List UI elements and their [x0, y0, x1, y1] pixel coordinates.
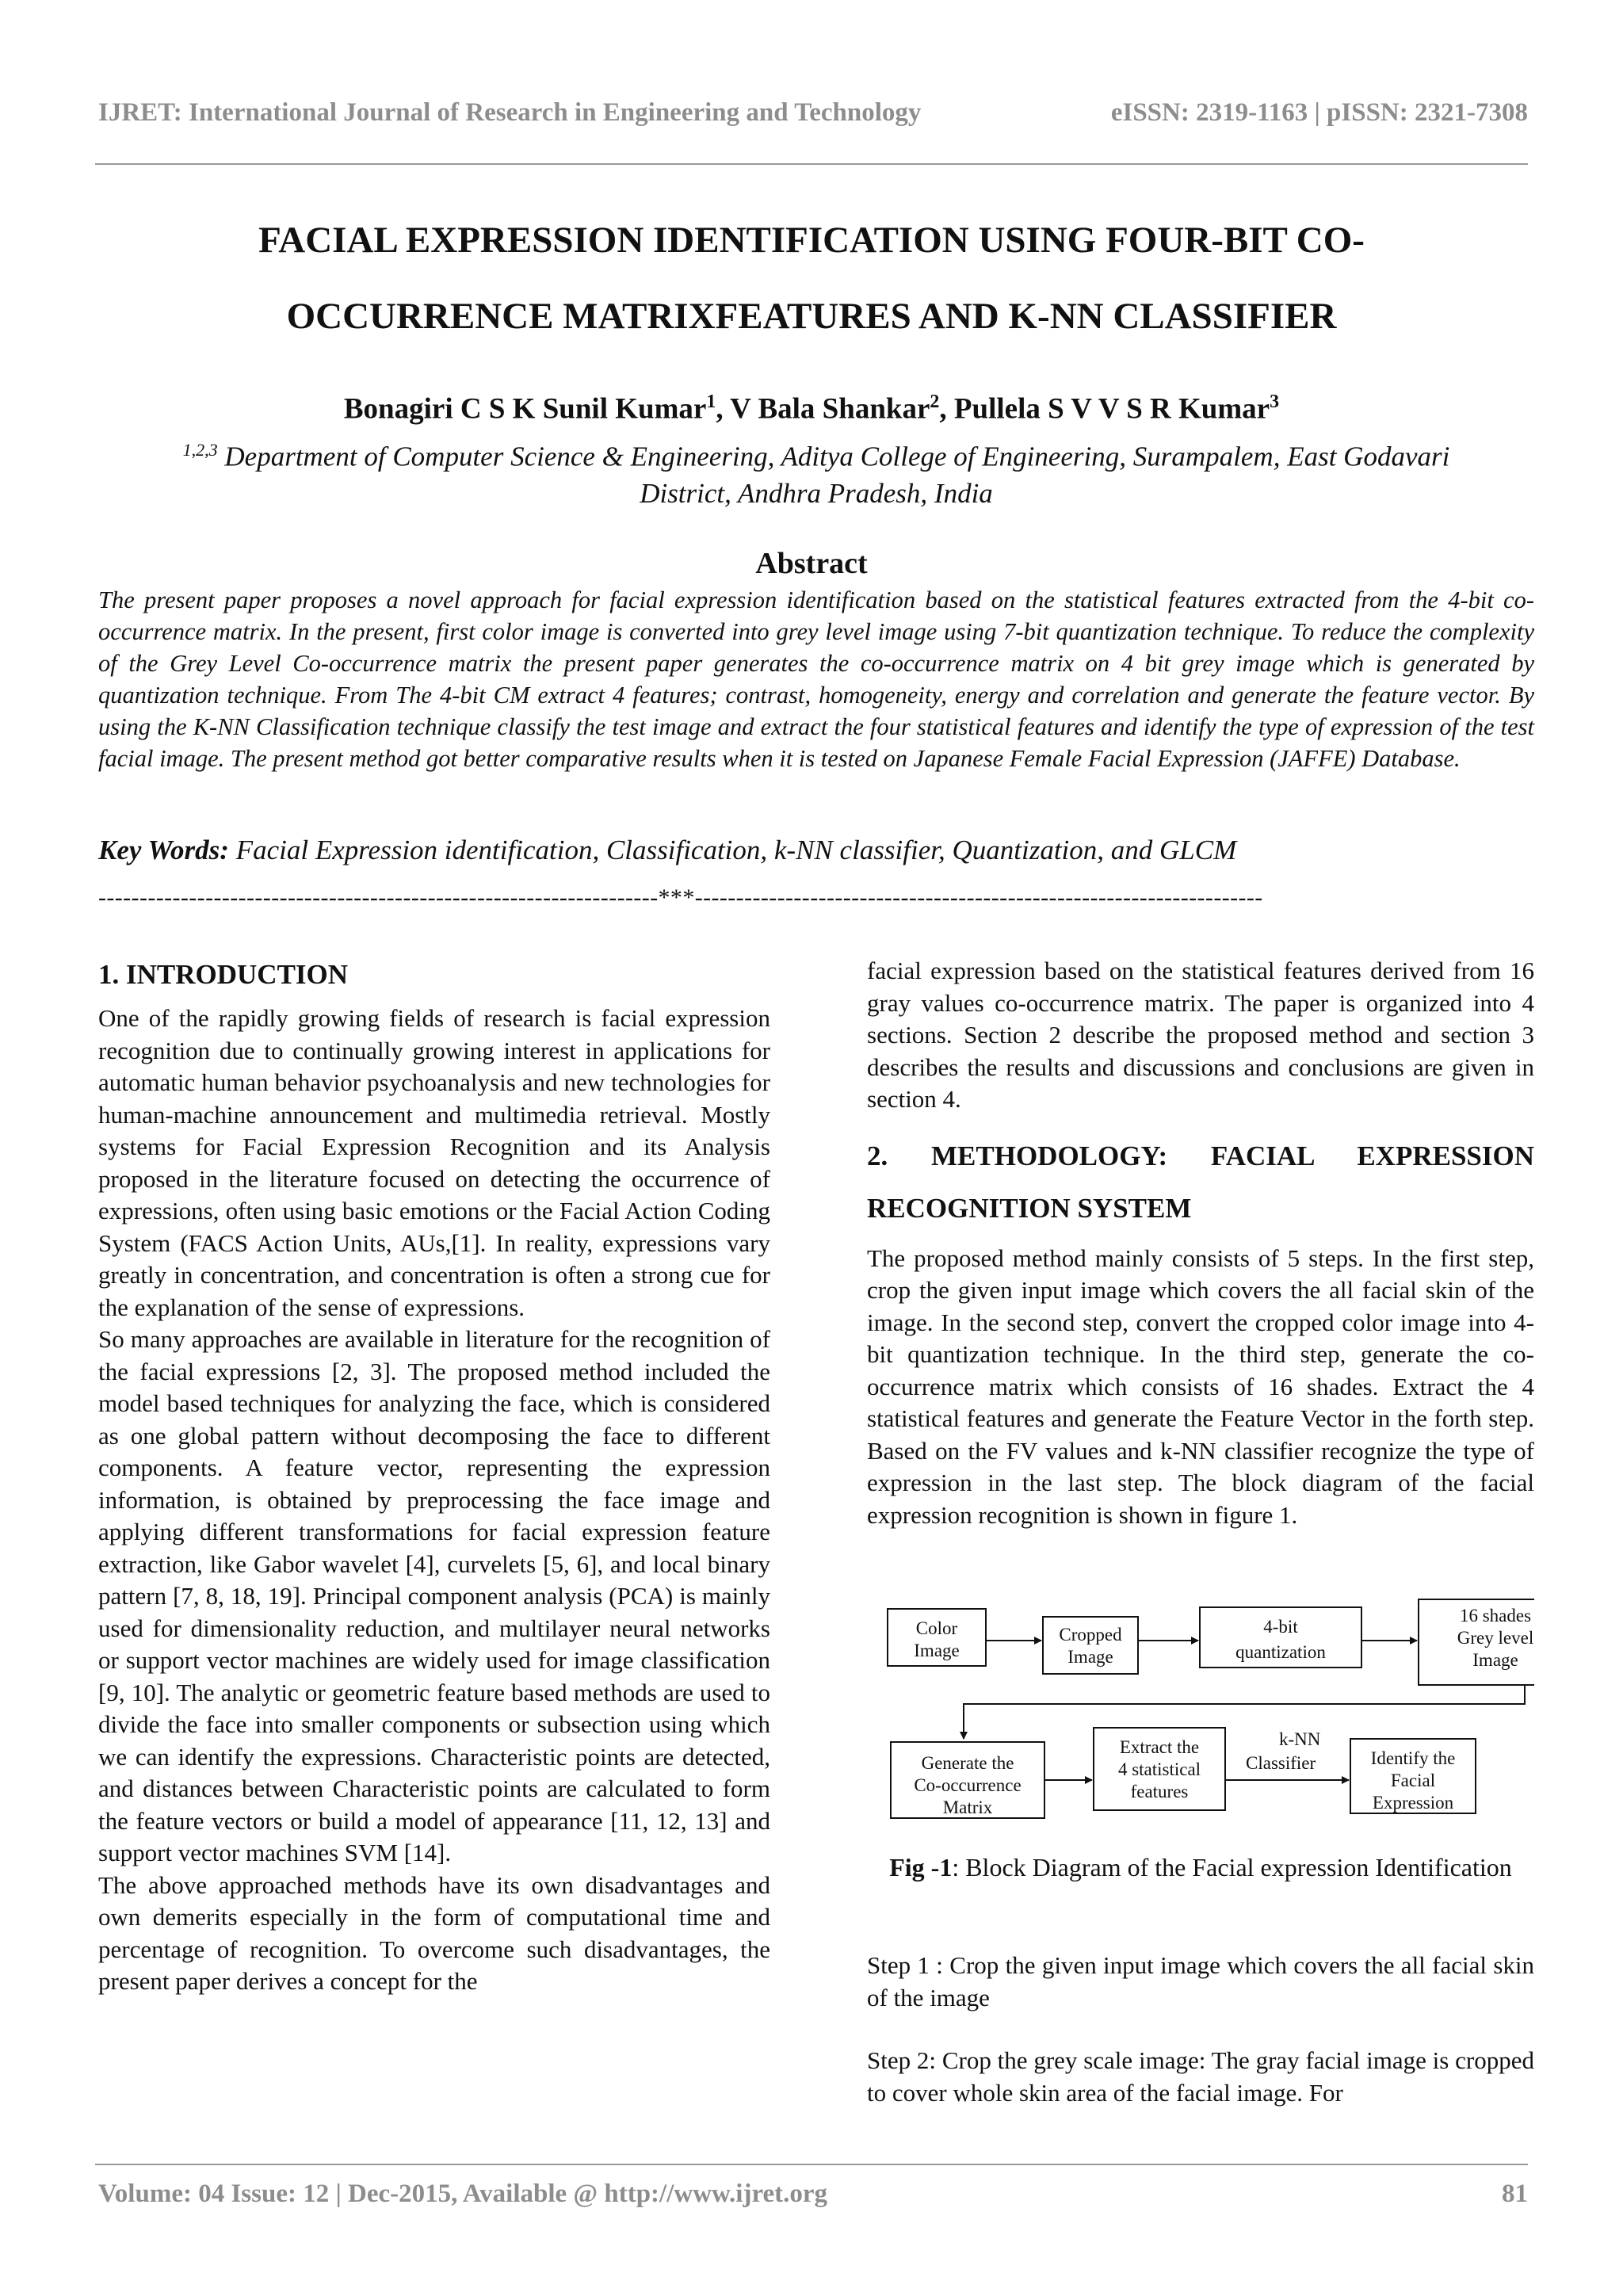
left-column [98, 955, 770, 1998]
author-1-sup: 1 [706, 392, 716, 412]
separator-line: --------------------------------------------------------------------***--------------------------------------------------------------------- [98, 884, 1263, 911]
arrow-4 [964, 1685, 1525, 1739]
author-2: , V Bala Shankar [716, 392, 930, 426]
intro-heading: 1. INTRODUCTION [98, 959, 349, 990]
abstract-heading: Abstract [755, 547, 868, 580]
block-diagram [867, 1585, 1534, 1823]
page-number: 81 [1502, 2179, 1528, 2208]
box6-line3: features [1130, 1782, 1189, 1801]
paper-title [95, 202, 1528, 354]
box2-line1: Cropped [1059, 1625, 1122, 1645]
intro-paragraph-2: So many approaches are available in literature for the recognition of the facial expressions [2, 3]. The proposed method included the model based techniques for analyzing the face, which is considered as one global pattern without decomposing the face to different components. A feature vector, representing the expression information, is obtained by preprocessing the face image and applying different transformations for facial expression feature extraction, like Gabor wavelet [4], curvelets [5, 6], and local binary pattern [7, 8, 18, 19]. Principal component analysis (PCA) is mainly used for dimensionality reduction, and multilayer neural networks or support vector machines are widely used for image classification [9, 10]. The analytic or geometric feature based methods are used to divide the face into smaller components or subsection using which we can identify the expressions. Characteristic points are detected, and distances between Characteristic points are calculated to form the feature vectors or build a model of appearance [11, 12, 13] and support vector machines SVM [14]. [98, 1325, 770, 1866]
abstract-text: The present paper proposes a novel approach for facial expression identification based on the statistical features extracted from the 4-bit co-occurrence matrix. In the present, first color image is converted into grey level image using 7-bit quantization technique. To reduce the complexity of the Grey Level Co-occurrence matrix the present paper generates the co-occurrence matrix on 4 bit grey image which is generated by quantization technique. From The 4-bit CM extract 4 features; contrast, homogeneity, energy and correlation and generate the feature vector. By using the K-NN Classification technique classify the test image and extract the four statistical features and identify the type of expression of the test facial image. The present method got better comparative results when it is tested on Japanese Female Facial Expression (JAFFE) Database. [98, 586, 1534, 772]
footer-rule [95, 2164, 1528, 2165]
box7-line3: Expression [1372, 1793, 1454, 1813]
keywords-label: Key Words: [98, 835, 229, 865]
box3-line2: quantization [1235, 1642, 1326, 1662]
title-line-2: OCCURRENCE MATRIXFEATURES AND K-NN CLASSIFIER [286, 296, 1337, 337]
authors [95, 380, 1528, 430]
keywords-text: Facial Expression identification, Classification, k-NN classifier, Quantization, and GLCM [228, 835, 1237, 865]
box7-line1: Identify the [1370, 1748, 1456, 1768]
author-2-sup: 2 [930, 392, 940, 412]
box1-line1: Color [915, 1618, 958, 1638]
box4-line2: Grey level [1457, 1628, 1534, 1648]
keywords [98, 832, 1534, 869]
box7-line2: Facial [1390, 1771, 1436, 1790]
methodology-heading: 2. METHODOLOGY: FACIAL EXPRESSION RECOGNITION SYSTEM [867, 1140, 1534, 1224]
intro-paragraph-1: One of the rapidly growing fields of research is facial expression recognition due to continually growing interest in applications for automatic human behavior psychoanalysis and new technologies for human-machine announcement and multimedia retrieval. Mostly systems for Facial Expression Recognition and its Analysis proposed in the literature focused on detecting the occurrence of expressions, often using basic emotions or the Facial Action Coding System (FACS Action Units, AUs,[1]. In reality, expressions vary greatly in concentration, and concentration is often a strong cue for the explanation of the sense of expressions. [98, 1004, 770, 1321]
author-1: Bonagiri C S K Sunil Kumar [343, 392, 707, 426]
box1-line2: Image [914, 1641, 960, 1660]
step-2-text: Step 2: Crop the grey scale image: The gray facial image is cropped to cover whole skin area of the facial image. For [867, 2046, 1534, 2107]
issn-header: eISSN: 2319-1163 | pISSN: 2321-7308 [1110, 98, 1528, 127]
affiliation-line-2: District, Andhra Pradesh, India [640, 477, 993, 509]
box2-line2: Image [1067, 1647, 1113, 1667]
box5-line3: Matrix [942, 1797, 993, 1817]
header-rule [95, 163, 1528, 165]
box4-line3: Image [1472, 1650, 1518, 1670]
box5-line2: Co-occurrence [914, 1775, 1022, 1795]
box5-line1: Generate the [921, 1753, 1014, 1773]
box3-line1: 4-bit [1263, 1617, 1298, 1637]
right-column [867, 955, 1534, 1531]
intro-continuation: facial expression based on the statistical features derived from 16 gray values co-occurrence matrix. The paper is organized into 4 sections. Section 2 describe the proposed method and section 3 describes the results and discussions and conclusions are given in section 4. [867, 957, 1534, 1113]
affiliation [119, 432, 1514, 512]
caption-label: Fig -1 [889, 1853, 953, 1881]
knn-label-line2: Classifier [1246, 1753, 1316, 1773]
methodology-paragraph: The proposed method mainly consists of 5 steps. In the first step, crop the given input image which covers the all facial skin of the image. In the second step, convert the cropped color image into 4-bit quantization technique. In the third step, generate the co-occurrence matrix which consists of 16 shades. Extract the 4 statistical features and generate the Feature Vector in the forth step. Based on the FV values and k-NN classifier recognize the type of expression in the last step. The block diagram of the facial expression recognition is shown in figure 1. [867, 1244, 1534, 1529]
box6-line2: 4 statistical [1117, 1759, 1201, 1779]
step-1-text: Step 1 : Crop the given input image which covers the all facial skin of the image [867, 1951, 1534, 2011]
caption-text: : Block Diagram of the Facial expression Identification [952, 1853, 1512, 1881]
intro-paragraph-3: The above approached methods have its own disadvantages and own demerits especially in the form of computational time and percentage of recognition. To overcome such disadvantages, the present paper derives a concept for the [98, 1870, 770, 1995]
box6-line1: Extract the [1119, 1737, 1200, 1757]
journal-header: IJRET: International Journal of Research in Engineering and Technology [98, 98, 922, 127]
footer-volume: Volume: 04 Issue: 12 | Dec-2015, Available @ http://www.ijret.org [98, 2179, 828, 2208]
title-line-1: FACIAL EXPRESSION IDENTIFICATION USING FOUR-BIT CO- [258, 220, 1365, 261]
author-3: , Pullela S V V S R Kumar [939, 392, 1270, 426]
figure-caption [867, 1851, 1534, 1884]
author-3-sup: 3 [1270, 392, 1280, 412]
knn-label-line1: k-NN [1279, 1729, 1321, 1749]
box4-line1: 16 shades [1459, 1606, 1532, 1626]
affiliation-sup: 1,2,3 [182, 440, 218, 460]
affiliation-line-1: Department of Computer Science & Engineering, Aditya College of Engineering, Surampalem, East Godavari [217, 441, 1450, 472]
